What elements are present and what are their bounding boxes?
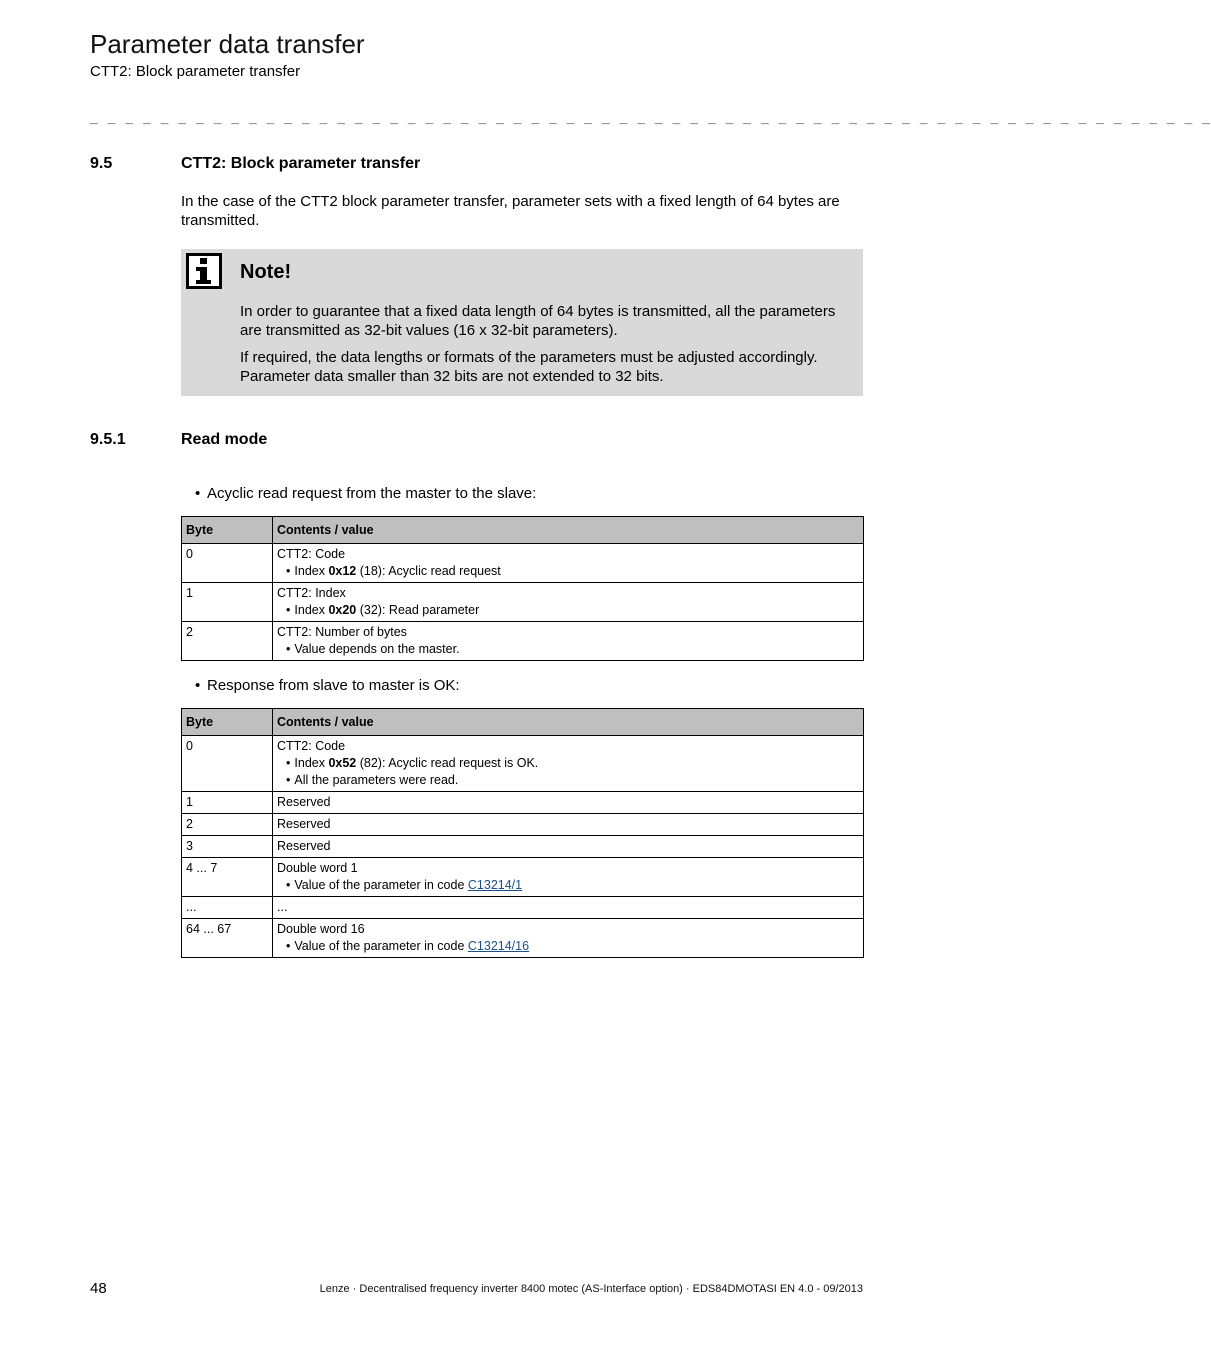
bullet-marker: • — [286, 773, 291, 787]
bullet-marker: • — [286, 756, 291, 770]
note-title: Note! — [240, 261, 292, 283]
contents-cell — [273, 858, 864, 897]
bullet-marker: • — [286, 564, 291, 578]
bullet-marker: • — [286, 642, 291, 656]
sub-text: (32): Read parameter — [356, 603, 480, 617]
subsection-number: 9.5.1 — [90, 431, 126, 448]
sub-text: Value depends on the master. — [294, 642, 460, 656]
table-row — [182, 897, 864, 919]
table-header-row — [182, 517, 864, 544]
bullet-marker: • — [286, 603, 291, 617]
table-row — [182, 858, 864, 897]
page-title: Parameter data transfer — [90, 29, 365, 59]
info-icon — [186, 253, 222, 289]
read-response-table — [181, 708, 864, 958]
column-header: Contents / value — [273, 517, 864, 544]
table-row — [182, 622, 864, 661]
contents-sub — [277, 938, 859, 955]
sub-text: All the parameters were read. — [294, 773, 459, 787]
note-paragraph: In order to guarantee that a fixed data length of 64 bytes is transmitted, all the parameters are transmitted as 32-bit values (16 x 32-bit parameters). — [240, 303, 836, 339]
sub-text: Value of the parameter in code — [294, 939, 468, 953]
section-heading: CTT2: Block parameter transfer — [181, 155, 421, 172]
header-divider: _ _ _ _ _ _ _ _ _ _ _ _ _ _ _ _ _ _ _ _ _ _ _ _ _ _ _ _ _ _ _ _ _ _ _ _ _ _ _ _ _ _ _ _ _ _ _ _ _ _ _ _ _ _ _ _ _ _ _ _ _ _ _ _ — [90, 110, 1211, 125]
contents-sub — [277, 877, 859, 894]
byte-cell: 2 — [182, 622, 273, 661]
bullet-marker: • — [286, 878, 291, 892]
table-row — [182, 736, 864, 792]
bullet-marker: • — [195, 677, 201, 694]
contents-cell: ... — [273, 897, 864, 919]
bullet-item — [187, 484, 536, 503]
contents-main: CTT2: Number of bytes — [277, 625, 407, 639]
column-header: Byte — [182, 517, 273, 544]
table-row — [182, 583, 864, 622]
byte-cell: 2 — [182, 814, 273, 836]
read-request-table — [181, 516, 864, 661]
sub-text: Index — [294, 756, 329, 770]
byte-cell: ... — [182, 897, 273, 919]
contents-sub — [277, 563, 859, 580]
code-link[interactable]: C13214/16 — [467, 939, 530, 953]
contents-cell: Reserved — [273, 792, 864, 814]
sub-text: Value of the parameter in code — [294, 878, 468, 892]
byte-cell: 3 — [182, 836, 273, 858]
note-paragraph: If required, the data lengths or formats of the parameters must be adjusted accordingly. Parameter data smaller than 32 bits are not extended to 32 bits. — [240, 349, 818, 385]
table-row — [182, 919, 864, 958]
byte-cell: 1 — [182, 583, 273, 622]
contents-cell — [273, 919, 864, 958]
contents-cell — [273, 736, 864, 792]
byte-cell: 0 — [182, 736, 273, 792]
subsection-heading: Read mode — [181, 431, 268, 448]
contents-main: Double word 16 — [277, 922, 365, 936]
bullet-marker: • — [286, 939, 291, 953]
section-number: 9.5 — [90, 155, 113, 172]
bullet-item — [187, 676, 460, 695]
contents-cell — [273, 583, 864, 622]
byte-cell: 0 — [182, 544, 273, 583]
sub-text: (18): Acyclic read request — [356, 564, 501, 578]
contents-cell — [273, 544, 864, 583]
byte-cell: 64 ... 67 — [182, 919, 273, 958]
table-row — [182, 544, 864, 583]
hex-value: 0x52 — [328, 756, 357, 770]
contents-main: Double word 1 — [277, 861, 358, 875]
table-row — [182, 792, 864, 814]
table-header-row — [182, 709, 864, 736]
sub-text: Index — [294, 603, 329, 617]
byte-cell: 4 ... 7 — [182, 858, 273, 897]
contents-main: CTT2: Code — [277, 739, 346, 753]
hex-value: 0x12 — [328, 564, 357, 578]
footer-text: Lenze · Decentralised frequency inverter 8400 motec (AS-Interface option) · EDS84DMOTASI EN 4.0 - 09/2013 — [319, 1283, 863, 1295]
column-header: Contents / value — [273, 709, 864, 736]
contents-cell: Reserved — [273, 814, 864, 836]
bullet-text: Acyclic read request from the master to the slave: — [207, 485, 537, 502]
page-subtitle: CTT2: Block parameter transfer — [90, 63, 301, 80]
page-number: 48 — [90, 1280, 107, 1297]
contents-sub — [277, 755, 859, 772]
hex-value: 0x20 — [328, 603, 357, 617]
bullet-text: Response from slave to master is OK: — [207, 677, 460, 694]
contents-main: CTT2: Code — [277, 547, 346, 561]
contents-sub — [277, 641, 859, 658]
contents-cell: Reserved — [273, 836, 864, 858]
table-row — [182, 836, 864, 858]
contents-sub — [277, 772, 859, 789]
code-link[interactable]: C13214/1 — [467, 878, 523, 892]
intro-paragraph: In the case of the CTT2 block parameter transfer, parameter sets with a fixed length of 64 bytes are transmitted. — [181, 193, 840, 229]
table-row — [182, 814, 864, 836]
byte-cell: 1 — [182, 792, 273, 814]
contents-sub — [277, 602, 859, 619]
contents-cell — [273, 622, 864, 661]
bullet-marker: • — [195, 485, 201, 502]
sub-text: Index — [294, 564, 329, 578]
contents-main: CTT2: Index — [277, 586, 346, 600]
column-header: Byte — [182, 709, 273, 736]
sub-text: (82): Acyclic read request is OK. — [356, 756, 539, 770]
